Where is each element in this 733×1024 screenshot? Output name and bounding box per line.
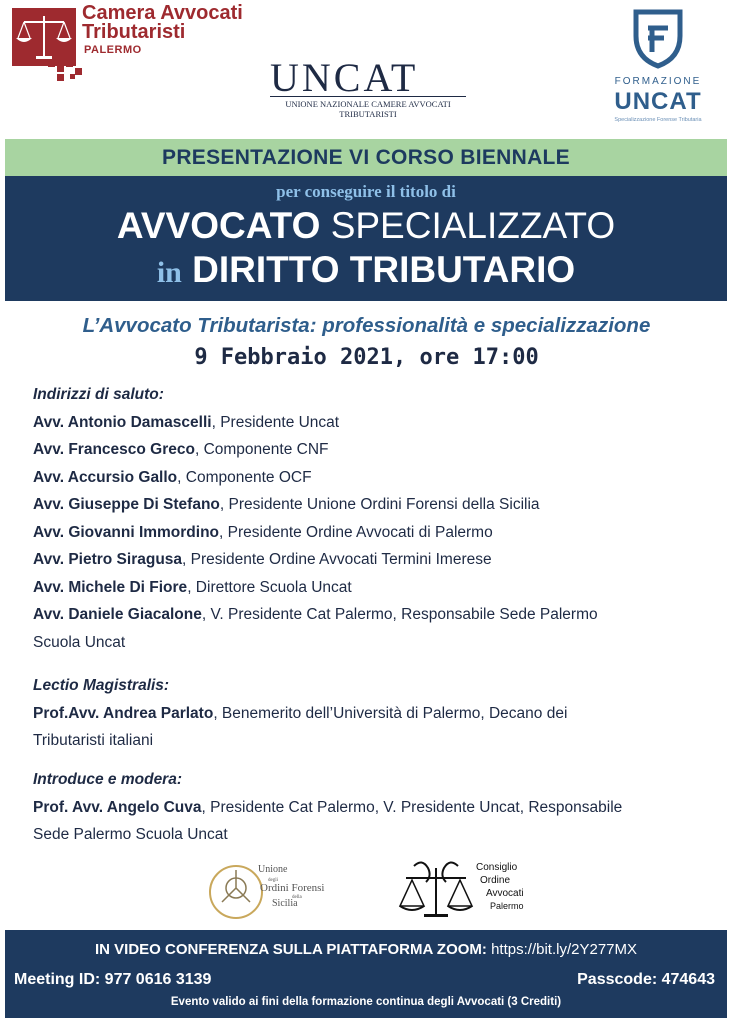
event-date: 9 Febbraio 2021, ore 17:00 bbox=[194, 345, 539, 370]
uof-line-2: degli bbox=[268, 878, 278, 883]
zoom-link[interactable]: https://bit.ly/2Y277MX bbox=[491, 941, 637, 958]
cat-title: Camera Avvocati Tributaristi bbox=[82, 2, 243, 43]
scales-of-justice-icon bbox=[12, 8, 76, 66]
speaker-row bbox=[33, 546, 713, 574]
course-banner bbox=[5, 139, 727, 176]
uncat-shield-icon bbox=[630, 6, 686, 75]
cat-logo-mark bbox=[12, 8, 76, 66]
title-avvocato: AVVOCATO bbox=[116, 205, 321, 246]
title-specializzato: SPECIALIZZATO bbox=[330, 205, 616, 246]
title-diritto-tributario: DIRITTO TRIBUTARIO bbox=[192, 249, 576, 290]
speaker-row bbox=[33, 574, 713, 602]
speaker-role: , Presidente Unione Ordini Forensi della Sicilia bbox=[219, 496, 540, 513]
speaker-name: Avv. Antonio Damascelli bbox=[33, 413, 212, 431]
sicily-emblem-icon bbox=[206, 858, 346, 924]
speaker-row bbox=[33, 700, 713, 728]
speaker-name: Avv. Giovanni Immordino bbox=[33, 523, 220, 541]
speaker-name: Avv. Accursio Gallo bbox=[33, 468, 178, 486]
title-line-2 bbox=[5, 246, 727, 297]
uof-line-3: Ordini Forensi bbox=[260, 882, 325, 894]
speaker-role: , Componente OCF bbox=[177, 468, 312, 486]
zoom-line bbox=[5, 941, 727, 958]
unione-ordini-forensi-logo bbox=[206, 858, 346, 929]
speaker-role: , Presidente Ordine Avvocati Termini Imerese bbox=[182, 551, 492, 568]
section-heading: Indirizzi di saluto: bbox=[33, 386, 164, 403]
formazione-label: FORMAZIONE bbox=[614, 76, 702, 87]
speaker-role-continuation: Sede Palermo Scuola Uncat bbox=[33, 826, 228, 843]
speaker-row bbox=[33, 464, 713, 492]
uncat-logo-subtitle: UNIONE NAZIONALE CAMERE AVVOCATI TRIBUTARISTI bbox=[270, 96, 466, 119]
section-heading: Lectio Magistralis: bbox=[33, 677, 170, 694]
speaker-name: Avv. Michele Di Fiore bbox=[33, 578, 188, 596]
speaker-role-continuation: Tributaristi italiani bbox=[33, 732, 154, 749]
speaker-name: Avv. Francesco Greco bbox=[33, 441, 195, 458]
formazione-uncat: UNCAT bbox=[614, 88, 702, 115]
speaker-role: , Presidente Ordine Avvocati di Palermo bbox=[219, 523, 493, 541]
coa-line-4: Palermo bbox=[490, 901, 524, 911]
coa-line-2: Ordine bbox=[480, 875, 511, 886]
section-heading: Introduce e modera: bbox=[33, 771, 182, 788]
uncat-logo-word: UNCAT bbox=[270, 55, 419, 100]
speaker-row bbox=[33, 601, 713, 629]
meeting-id: Meeting ID: 977 0616 3139 bbox=[14, 971, 212, 988]
passcode: Passcode: 474643 bbox=[577, 971, 715, 988]
coa-line-1: Consiglio bbox=[476, 862, 518, 873]
speaker-role: , Benemerito dell’Università di Palermo, Decano dei bbox=[213, 704, 568, 722]
speaker-role: , Direttore Scuola Uncat bbox=[187, 578, 352, 596]
speaker-role: , Presidente Cat Palermo, V. Presidente Uncat, Responsabile bbox=[201, 798, 623, 816]
title-intro: per conseguire il titolo di bbox=[276, 182, 456, 201]
uof-line-5: Sicilia bbox=[272, 898, 298, 909]
speaker-name: Avv. Pietro Siragusa bbox=[33, 551, 183, 568]
speaker-name: Prof. Avv. Angelo Cuva bbox=[33, 798, 202, 816]
uof-line-4: della bbox=[292, 895, 302, 900]
formazione-tagline: Specializzazione Forense Tributaria bbox=[614, 117, 702, 123]
speaker-role: , Presidente Uncat bbox=[211, 413, 340, 431]
lectio-section bbox=[33, 672, 713, 755]
speaker-name: Prof.Avv. Andrea Parlato bbox=[33, 704, 214, 722]
course-title: PRESENTAZIONE VI CORSO BIENNALE bbox=[162, 146, 570, 169]
credits-note: Evento valido ai fini della formazione continua degli Avvocati (3 Crediti) bbox=[170, 996, 562, 1008]
speaker-role: , V. Presidente Cat Palermo, Responsabile Sede Palermo bbox=[201, 606, 598, 623]
speaker-row bbox=[33, 491, 713, 519]
lions-scales-emblem-icon bbox=[398, 858, 538, 924]
uof-line-1: Unione bbox=[258, 864, 288, 875]
speaker-role-continuation: Scuola Uncat bbox=[33, 633, 126, 651]
speaker-role: , Componente CNF bbox=[194, 441, 329, 458]
zoom-label: IN VIDEO CONFERENZA SULLA PIATTAFORMA ZOOM: bbox=[95, 941, 487, 958]
speaker-list bbox=[33, 409, 713, 629]
cat-logo-pixels bbox=[48, 60, 88, 82]
speaker-row bbox=[33, 794, 713, 822]
coa-line-3: Avvocati bbox=[486, 888, 524, 899]
speaker-name: Avv. Giuseppe Di Stefano bbox=[33, 496, 220, 513]
speaker-row bbox=[33, 519, 713, 547]
moderator-section bbox=[33, 766, 713, 849]
title-in: in bbox=[156, 256, 182, 289]
greetings-section bbox=[33, 381, 713, 656]
speaker-row bbox=[33, 409, 713, 437]
consiglio-ordine-avvocati-logo bbox=[398, 858, 538, 929]
cat-city: PALERMO bbox=[84, 44, 142, 56]
speaker-row bbox=[33, 436, 713, 464]
title-line-1 bbox=[5, 203, 727, 249]
speaker-name: Avv. Daniele Giacalone bbox=[33, 606, 202, 623]
event-subtitle: L’Avvocato Tributarista: professionalità e specializzazione bbox=[82, 314, 651, 337]
